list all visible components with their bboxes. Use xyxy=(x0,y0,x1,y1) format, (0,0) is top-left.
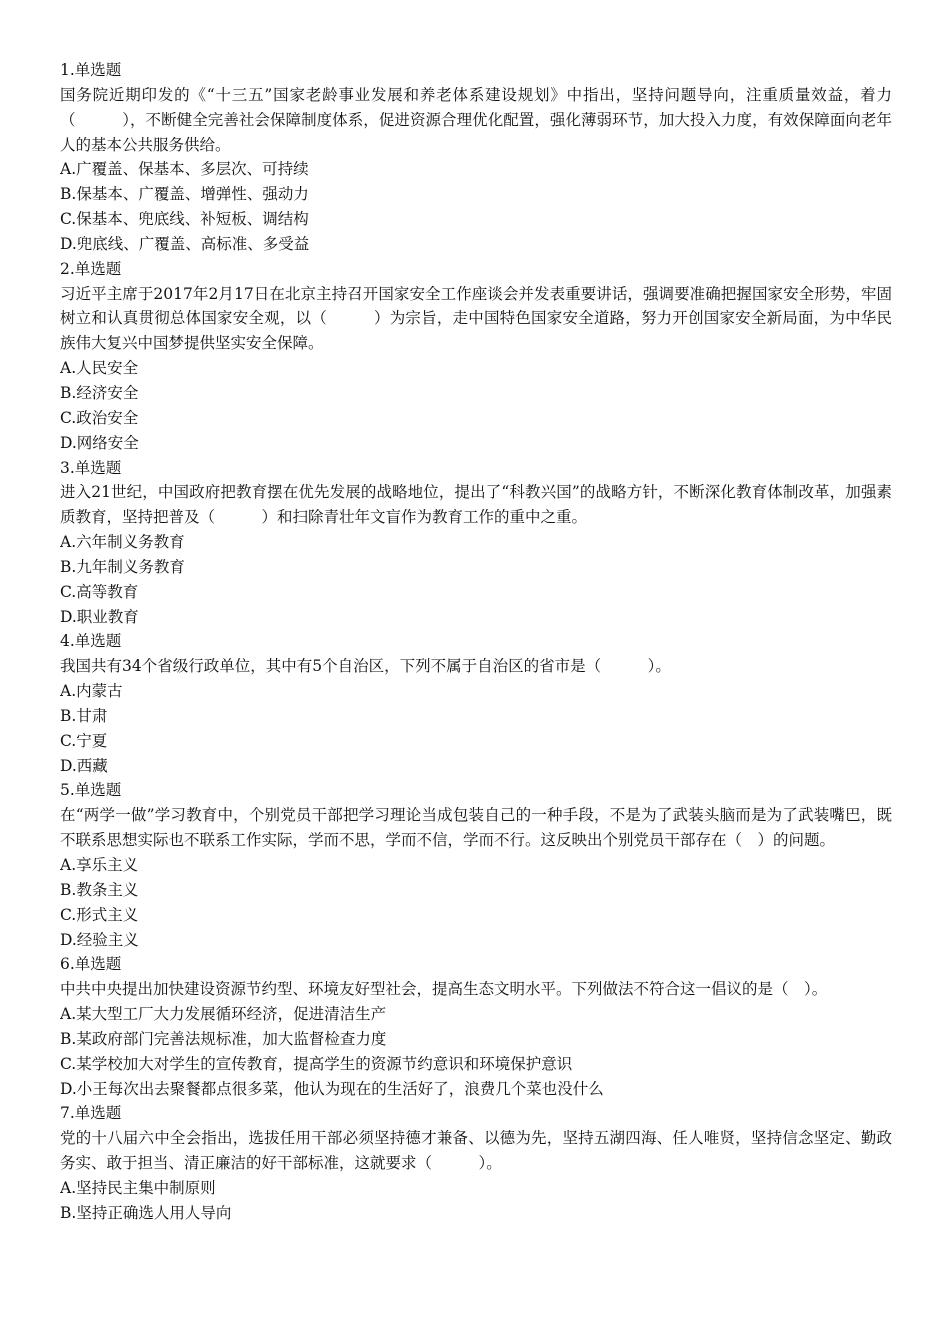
option-c: C.某学校加大对学生的宣传教育，提高学生的资源节约意识和环境保护意识 xyxy=(60,1054,573,1073)
option-c: C.高等教育 xyxy=(60,582,139,601)
option-a: A.六年制义务教育 xyxy=(60,533,185,552)
question-stem: 国务院近期印发的《“十三五”国家老龄事业发展和养老体系建设规划》中指出，坚持问题导向，注重质量效益，着力（ ），不断健全完善社会保障制度体系，促进资源合理优化配置，强化薄弱环节，加大投入力度，有效保障面向老年人的基本公共服务供给。 xyxy=(60,85,892,154)
question-header: 2.单选题 xyxy=(60,259,122,278)
question-header: 5.单选题 xyxy=(60,781,122,800)
question-5 xyxy=(60,778,892,952)
question-header: 6.单选题 xyxy=(60,955,122,974)
option-b: B.某政府部门完善法规标准，加大监督检查力度 xyxy=(60,1029,387,1048)
question-header: 4.单选题 xyxy=(60,632,122,651)
question-header: 1.单选题 xyxy=(60,61,122,79)
question-7 xyxy=(60,1101,892,1225)
option-b: B.经济安全 xyxy=(60,383,139,402)
option-d: D.小王每次出去聚餐都点很多菜，他认为现在的生活好了，浪费几个菜也没什么 xyxy=(60,1079,604,1098)
option-c: C.保基本、兜底线、补短板、调结构 xyxy=(60,210,309,229)
option-c: C.宁夏 xyxy=(60,731,108,750)
question-6 xyxy=(60,952,892,1101)
option-b: B.坚持正确选人用人导向 xyxy=(60,1203,232,1222)
option-b: B.保基本、广覆盖、增弹性、强动力 xyxy=(60,185,309,204)
option-a: A.内蒙古 xyxy=(60,682,123,701)
question-stem: 中共中央提出加快建设资源节约型、环境友好型社会，提高生态文明水平。下列做法不符合这一倡议的是（ ）。 xyxy=(60,980,828,999)
question-stem: 党的十八届六中全会指出，选拔任用干部必须坚持德才兼备、以德为先，坚持五湖四海、任人唯贤，坚持信念坚定、勤政务实、敢于担当、清正廉洁的好干部标准，这就要求（ ）。 xyxy=(60,1129,892,1173)
question-stem: 进入21世纪，中国政府把教育摆在优先发展的战略地位，提出了“科教兴国”的战略方针，不断深化教育体制改革，加强素质教育，坚持把普及（ ）和扫除青壮年文盲作为教育工作的重中之重。 xyxy=(60,483,892,527)
option-a: A.某大型工厂大力发展循环经济，促进清洁生产 xyxy=(60,1005,387,1024)
option-a: A.坚持民主集中制原则 xyxy=(60,1178,216,1197)
question-stem: 习近平主席于2017年2月17日在北京主持召开国家安全工作座谈会并发表重要讲话，强调要准确把握国家安全形势，牢固树立和认真贯彻总体国家安全观，以（ ）为宗旨，走中国特色国家安全道路，努力开创国家安全新局面，为中华民族伟大复兴中国梦提供坚实安全保障。 xyxy=(60,284,892,353)
option-d: D.职业教育 xyxy=(60,607,139,626)
question-4 xyxy=(60,629,892,778)
question-1 xyxy=(60,58,892,257)
question-header: 3.单选题 xyxy=(60,458,122,477)
question-3 xyxy=(60,456,892,630)
document-page xyxy=(60,58,892,1226)
option-b: B.甘肃 xyxy=(60,706,108,725)
option-d: D.网络安全 xyxy=(60,433,139,452)
option-b: B.教条主义 xyxy=(60,880,139,899)
question-header: 7.单选题 xyxy=(60,1104,122,1123)
option-c: C.形式主义 xyxy=(60,905,139,924)
option-a: A.人民安全 xyxy=(60,359,139,378)
question-2 xyxy=(60,257,892,456)
option-c: C.政治安全 xyxy=(60,408,139,427)
question-stem: 在“两学一做”学习教育中，个别党员干部把学习理论当成包装自己的一种手段，不是为了武装头脑而是为了武装嘴巴，既不联系思想实际也不联系工作实际，学而不思，学而不信，学而不行。这反映出个别党员干部存在（ ）的问题。 xyxy=(60,806,892,850)
question-stem: 我国共有34个省级行政单位，其中有5个自治区，下列不属于自治区的省市是（ ）。 xyxy=(60,657,671,676)
option-b: B.九年制义务教育 xyxy=(60,557,185,576)
option-a: A.享乐主义 xyxy=(60,856,139,874)
option-d: D.兜底线、广覆盖、高标准、多受益 xyxy=(60,234,310,253)
option-a: A.广覆盖、保基本、多层次、可持续 xyxy=(60,160,309,179)
option-d: D.西藏 xyxy=(60,756,108,775)
option-d: D.经验主义 xyxy=(60,930,139,949)
